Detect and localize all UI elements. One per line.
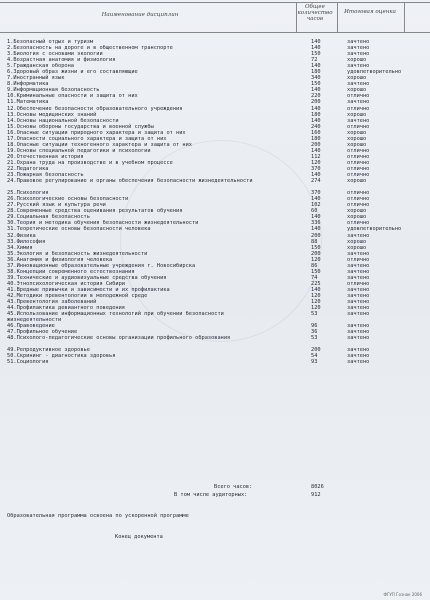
- discipline-grade: зачтено: [347, 99, 370, 106]
- discipline-hours: 200: [311, 250, 321, 257]
- discipline-name: 35.Экология и безопасность жизнедеятельности: [7, 250, 148, 257]
- discipline-hours: 140: [311, 214, 321, 221]
- discipline-hours: 160: [311, 129, 321, 136]
- discipline-grade: зачтено: [347, 63, 370, 70]
- discipline-grade: зачтено: [347, 329, 370, 336]
- discipline-name: 25.Психология: [7, 190, 49, 197]
- discipline-grade: хорошо: [347, 75, 367, 82]
- discipline-grade: зачтено: [347, 299, 370, 306]
- discipline-hours: 36: [311, 329, 318, 336]
- discipline-hours: 180: [311, 135, 321, 142]
- table-row: [7, 335, 417, 347]
- discipline-hours: 140: [311, 45, 321, 52]
- discipline-name: 39.Технические и аудиовизуальные средства обучения: [7, 274, 167, 281]
- discipline-grade: отлично: [347, 280, 370, 287]
- discipline-name: 14.Основы национальной безопасности: [7, 117, 119, 124]
- discipline-grade: отлично: [347, 93, 370, 100]
- header-discipline-name: Наименование дисциплин: [101, 12, 179, 18]
- discipline-grade: отлично: [347, 256, 370, 263]
- discipline-grade: удовлетворительно: [347, 69, 402, 76]
- discipline-hours: 120: [311, 299, 321, 306]
- discipline-grade: зачтено: [347, 232, 370, 239]
- discipline-name: 46.Правоведение: [7, 323, 55, 330]
- discipline-hours: 120: [311, 305, 321, 312]
- discipline-grade: зачтено: [347, 335, 370, 342]
- discipline-hours: 120: [311, 256, 321, 263]
- discipline-name: 43.Превентология заболеваний: [7, 299, 97, 306]
- discipline-hours: 200: [311, 99, 321, 106]
- discipline-hours: 180: [311, 111, 321, 118]
- discipline-name: 8.Информатика: [7, 81, 49, 88]
- total-hours-value: 8026: [311, 484, 324, 490]
- discipline-hours: 274: [311, 178, 321, 185]
- discipline-grade: отлично: [347, 147, 370, 154]
- discipline-grade: зачтено: [347, 274, 370, 281]
- discipline-grade: зачтено: [347, 250, 370, 257]
- discipline-hours: 140: [311, 117, 321, 124]
- discipline-name: 28.Современные средства оценивания результатов обучения: [7, 208, 183, 215]
- discipline-grade: зачтено: [347, 347, 370, 354]
- discipline-grade: хорошо: [347, 214, 367, 221]
- discipline-name: 20.Отечественная история: [7, 153, 84, 160]
- discipline-name: 19.Основы специальной педагогики и психологии: [7, 147, 151, 154]
- auditory-hours-value: 912: [311, 492, 321, 498]
- discipline-hours: 54: [311, 353, 318, 360]
- discipline-hours: 140: [311, 226, 321, 233]
- program-note: Образовательная программа освоена по ускоренной программе: [7, 513, 189, 519]
- discipline-name: 49.Репродуктивное здоровье: [7, 347, 90, 354]
- discipline-hours: 74: [311, 274, 318, 281]
- discipline-name: 50.Скрининг - диагностика здоровья: [7, 353, 116, 360]
- auditory-hours-label: В том числе аудиторных:: [174, 492, 248, 498]
- discipline-name: 10.Криминальные опасности и защита от них: [7, 93, 138, 100]
- discipline-grade: хорошо: [347, 135, 367, 142]
- discipline-name: 44.Профилактика девиантного поведения: [7, 305, 125, 312]
- table-row: [7, 311, 417, 323]
- discipline-grade: отлично: [347, 202, 370, 209]
- discipline-grade: зачтено: [347, 292, 370, 299]
- discipline-name: 1.Безопасный отдых и туризм: [7, 39, 94, 45]
- discipline-hours: 140: [311, 87, 321, 94]
- discipline-hours: 370: [311, 190, 321, 197]
- discipline-grade: хорошо: [347, 129, 367, 136]
- discipline-grade: зачтено: [347, 262, 370, 269]
- discipline-name: 30.Теория и методика обучения безопасности жизнедеятельности: [7, 220, 199, 227]
- discipline-hours: 88: [311, 238, 318, 245]
- discipline-name: 42.Методики превентологии в молодежной среде: [7, 292, 148, 299]
- discipline-grade: зачтено: [347, 311, 370, 318]
- header-total-hours: Общее количество часов: [297, 4, 333, 22]
- discipline-name: 12.Обеспечение безопасности образовательного учреждения: [7, 105, 183, 112]
- discipline-name: 32.Физика: [7, 232, 36, 239]
- discipline-hours: 86: [311, 262, 318, 269]
- discipline-hours: 96: [311, 323, 318, 330]
- discipline-grade: зачтено: [347, 286, 370, 293]
- discipline-hours: 200: [311, 347, 321, 354]
- discipline-name: 15.Основы обороны государства и военной службы: [7, 123, 154, 130]
- discipline-name: 51.Социология: [7, 359, 49, 366]
- discipline-grade: хорошо: [347, 57, 367, 64]
- discipline-name: 9.Информационная безопасность: [7, 87, 100, 94]
- discipline-grade: отлично: [347, 196, 370, 203]
- discipline-grade: отлично: [347, 190, 370, 197]
- discipline-hours: 225: [311, 280, 321, 287]
- discipline-hours: 53: [311, 311, 318, 318]
- discipline-hours: 200: [311, 141, 321, 148]
- discipline-hours: 150: [311, 244, 321, 251]
- discipline-grade: отлично: [347, 123, 370, 130]
- table-row: [7, 359, 417, 365]
- discipline-name: 48.Психолого-педагогические основы организации профильного образования: [7, 335, 231, 342]
- discipline-grade: отлично: [347, 172, 370, 179]
- discipline-name: 21.Охрана труда на производстве и в учебном процессе: [7, 159, 173, 166]
- discipline-grade: зачтено: [347, 323, 370, 330]
- discipline-hours: 140: [311, 172, 321, 179]
- discipline-grade: зачтено: [347, 81, 370, 88]
- discipline-hours: 150: [311, 268, 321, 275]
- discipline-grade: хорошо: [347, 208, 367, 215]
- discipline-grade: хорошо: [347, 87, 367, 94]
- discipline-name: 47.Профильное обучение: [7, 329, 78, 336]
- discipline-name: 33.Философия: [7, 238, 46, 245]
- discipline-name: 37.Инновационные образовательные учреждения г. Новосибирска: [7, 262, 196, 269]
- discipline-name: 29.Социальная безопасность: [7, 214, 90, 221]
- discipline-hours: 220: [311, 93, 321, 100]
- discipline-name: 17.Опасности социального характера и защита от них: [7, 135, 167, 142]
- discipline-hours: 93: [311, 359, 318, 366]
- discipline-name: 6.Здоровый образ жизни и его составляющие: [7, 69, 138, 76]
- discipline-name: 41.Вредные привычки и зависимости и их профилактика: [7, 286, 170, 293]
- discipline-hours: 180: [311, 69, 321, 76]
- discipline-grade: зачтено: [347, 39, 370, 45]
- discipline-grade: удовлетворительно: [347, 226, 402, 233]
- discipline-hours: 140: [311, 286, 321, 293]
- discipline-grade: зачтено: [347, 359, 370, 366]
- discipline-hours: 140: [311, 147, 321, 154]
- discipline-hours: 140: [311, 39, 321, 45]
- discipline-grade: хорошо: [347, 111, 367, 118]
- discipline-grade: хорошо: [347, 141, 367, 148]
- discipline-grade: хорошо: [347, 178, 367, 185]
- discipline-hours: 120: [311, 159, 321, 166]
- total-hours-label: Всего часов:: [214, 484, 253, 490]
- discipline-hours: 340: [311, 75, 321, 82]
- disciplines-table: [7, 39, 417, 366]
- discipline-name: 27.Русский язык и культура речи: [7, 202, 106, 209]
- discipline-name: 40.Этнопсихологическая история Сибири: [7, 280, 125, 287]
- discipline-name: 45.Использование информационных технологий при обучении безопасности жизнедеятельности: [7, 311, 224, 324]
- discipline-hours: 370: [311, 165, 321, 172]
- discipline-grade: зачтено: [347, 45, 370, 52]
- discipline-hours: 140: [311, 63, 321, 70]
- header-divider-2: [337, 2, 338, 32]
- printer-stamp: ФГУП Гознак 2006: [383, 592, 422, 597]
- discipline-name: 13.Основы медицинских знаний: [7, 111, 97, 118]
- discipline-hours: 150: [311, 81, 321, 88]
- header-top-rule: [0, 2, 430, 3]
- discipline-name: 26.Психологические основы безопасности: [7, 196, 129, 203]
- discipline-grade: зачтено: [347, 117, 370, 124]
- discipline-hours: 150: [311, 51, 321, 58]
- discipline-grade: хорошо: [347, 244, 367, 251]
- discipline-hours: 102: [311, 202, 321, 209]
- discipline-name: 24.Правовое регулирование и органы обеспечения безопасности жизнедеятельности: [7, 178, 253, 185]
- discipline-grade: зачтено: [347, 353, 370, 360]
- discipline-hours: 240: [311, 123, 321, 130]
- discipline-name: 16.Опасные ситуации природного характера и защита от них: [7, 129, 186, 136]
- discipline-grade: отлично: [347, 153, 370, 160]
- discipline-name: 38.Концепции современного естествознания: [7, 268, 135, 275]
- discipline-grade: отлично: [347, 105, 370, 112]
- table-row: [7, 178, 417, 190]
- header-divider-3: [404, 2, 405, 32]
- header-final-grade: Итоговая оценка: [344, 9, 396, 15]
- discipline-name: 5.Гражданская оборона: [7, 63, 74, 70]
- discipline-name: 34.Химия: [7, 244, 33, 251]
- discipline-grade: отлично: [347, 220, 370, 227]
- header-bottom-rule: [0, 32, 430, 33]
- discipline-hours: 336: [311, 220, 321, 227]
- discipline-name: 22.Педагогика: [7, 165, 49, 172]
- discipline-hours: 72: [311, 57, 318, 64]
- table-header: [0, 2, 430, 32]
- discipline-name: 11.Математика: [7, 99, 49, 106]
- discipline-name: 7.Иностранный язык: [7, 75, 65, 82]
- discipline-hours: 120: [311, 292, 321, 299]
- discipline-grade: зачтено: [347, 51, 370, 58]
- discipline-name: 2.Безопасность на дороге и в общественном транспорте: [7, 45, 173, 52]
- discipline-hours: 60: [311, 208, 318, 215]
- discipline-hours: 112: [311, 153, 321, 160]
- discipline-name: 23.Пожарная безопасность: [7, 172, 84, 179]
- discipline-grade: отлично: [347, 159, 370, 166]
- end-of-document: Конец документа: [115, 534, 163, 540]
- discipline-hours: 140: [311, 105, 321, 112]
- discipline-name: 36.Анатомия и физиология человека: [7, 256, 113, 263]
- discipline-name: 18.Опасные ситуации техногенного характера и защита от них: [7, 141, 192, 148]
- discipline-hours: 53: [311, 335, 318, 342]
- discipline-name: 3.Биология с основами экологии: [7, 51, 103, 58]
- discipline-grade: зачтено: [347, 305, 370, 312]
- discipline-grade: отлично: [347, 165, 370, 172]
- discipline-name: 4.Возрастная анатомия и физиология: [7, 57, 116, 64]
- discipline-hours: 200: [311, 232, 321, 239]
- discipline-name: 31.Теоретические основы безопасности человека: [7, 226, 151, 233]
- discipline-grade: хорошо: [347, 238, 367, 245]
- discipline-grade: зачтено: [347, 268, 370, 275]
- discipline-hours: 140: [311, 196, 321, 203]
